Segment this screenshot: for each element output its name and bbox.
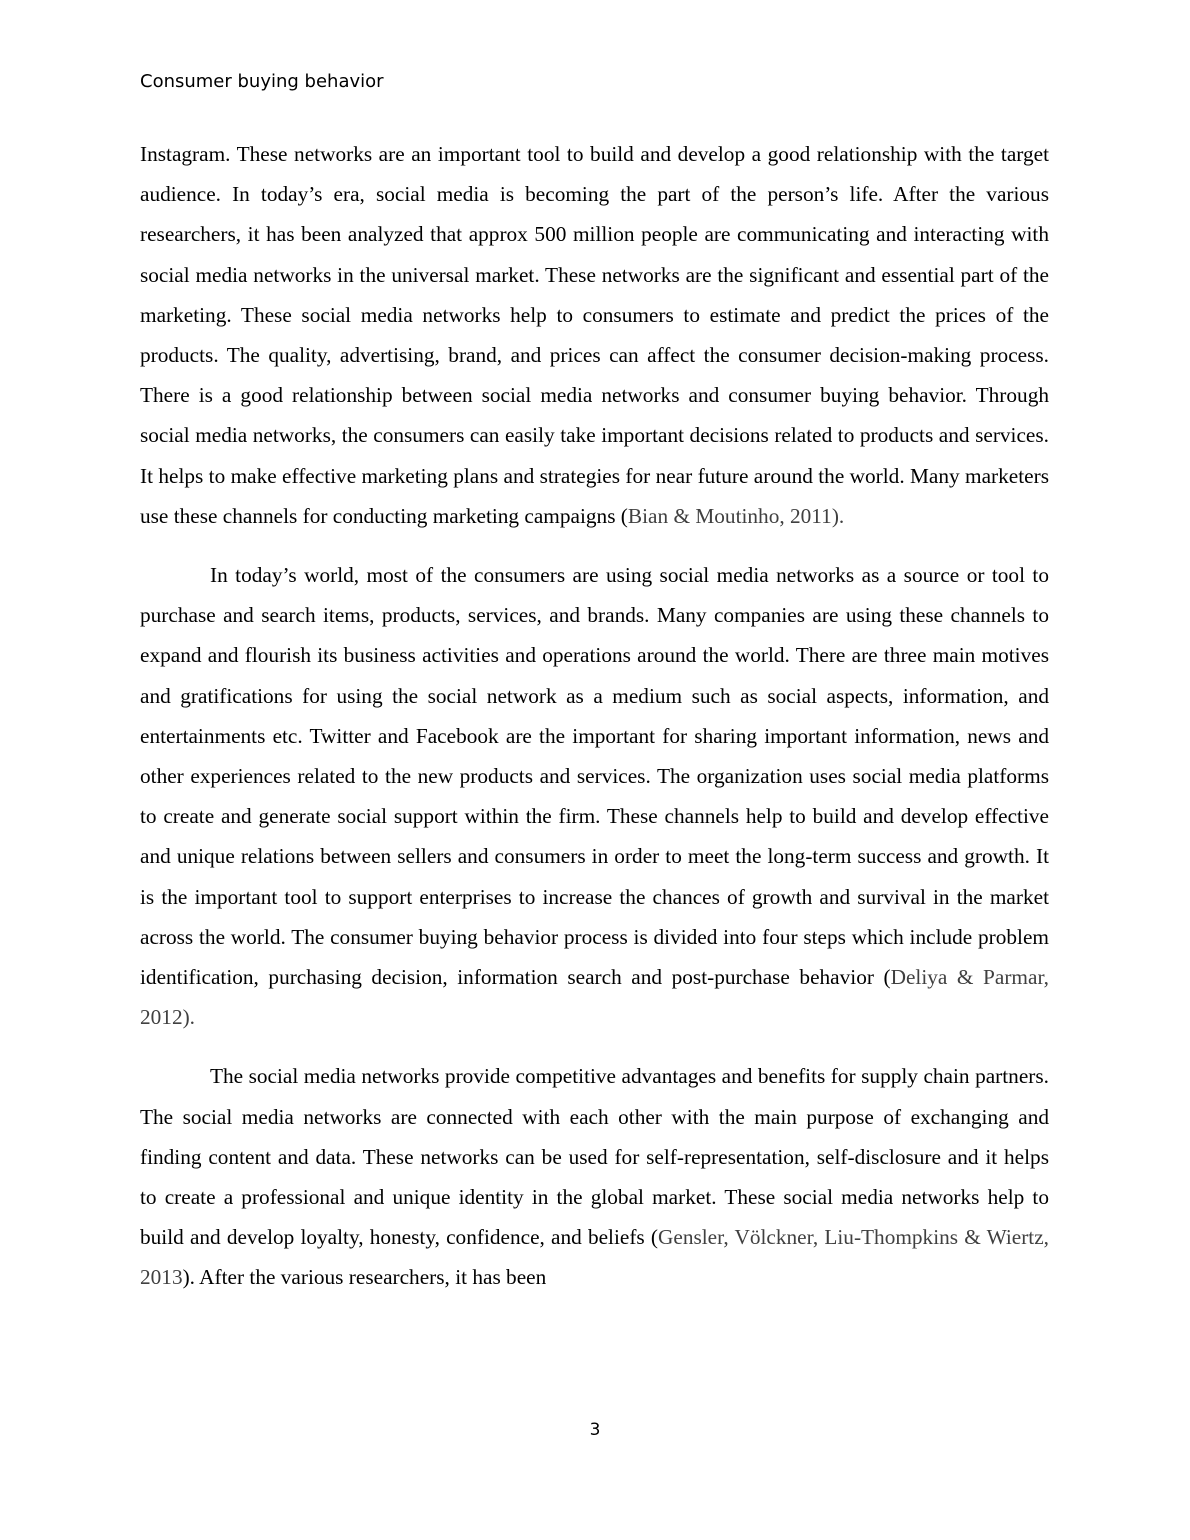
citation-gensler-et-al: Gensler, Völckner, Liu-Thompkins & Wiertz, 2013 bbox=[140, 1225, 1049, 1290]
paragraph-2-text: In today’s world, most of the consumers are using social media networks as a source or tool to purchase and search items, products, services, and brands. Many companies are using these channels to expand and flourish its business activities and operations around the world. There are three main motives and gratifications for using the social network as a medium such as social aspects, information, and entertainments etc. Twitter and Facebook are the important for sharing important information, news and other experiences related to the new products and services. The organization uses social media platforms to create and generate social support within the firm. These channels help to build and develop effective and unique relations between sellers and consumers in order to meet the long-term success and growth. It is the important tool to support enterprises to increase the chances of growth and survival in the market across the world. The consumer buying behavior process is divided into four steps which include problem identification, purchasing decision, information search and post-purchase behavior ( bbox=[140, 563, 1049, 990]
paragraph-1-tail: ). bbox=[831, 503, 845, 528]
paragraph-2-tail: ). bbox=[182, 1005, 196, 1030]
body-text bbox=[140, 134, 1049, 1317]
paragraph-3-tail: ). After the various researchers, it has been bbox=[182, 1265, 547, 1290]
running-header: Consumer buying behavior bbox=[140, 71, 384, 92]
paragraph-2 bbox=[140, 555, 1049, 1037]
paragraph-1 bbox=[140, 134, 1049, 536]
page-number: 3 bbox=[589, 1420, 601, 1440]
paragraph-3-text: The social media networks provide competitive advantages and benefits for supply chain partners. The social media networks are connected with each other with the main purpose of exchanging and finding content and data. These networks can be used for self-representation, self-disclosure and it helps to create a professional and unique identity in the global market. These social media networks help to build and develop loyalty, honesty, confidence, and beliefs ( bbox=[140, 1064, 1049, 1250]
paragraph-1-text: Instagram. These networks are an important tool to build and develop a good relationship with the target audience. In today’s era, social media is becoming the part of the person’s life. After the various researchers, it has been analyzed that approx 500 million people are communicating and interacting with social media networks in the universal market. These networks are the significant and essential part of the marketing. These social media networks help to consumers to estimate and predict the prices of the products. The quality, advertising, brand, and prices can affect the consumer decision-making process. There is a good relationship between social media networks and consumer buying behavior. Through social media networks, the consumers can easily take important decisions related to products and services. It helps to make effective marketing plans and strategies for near future around the world. Many marketers use these channels for conducting marketing campaigns ( bbox=[140, 142, 1049, 528]
citation-bian-moutinho: Bian & Moutinho, 2011 bbox=[627, 503, 832, 528]
paragraph-3 bbox=[140, 1056, 1049, 1297]
citation-deliya-parmar: Deliya & Parmar, 2012 bbox=[140, 965, 1050, 1030]
